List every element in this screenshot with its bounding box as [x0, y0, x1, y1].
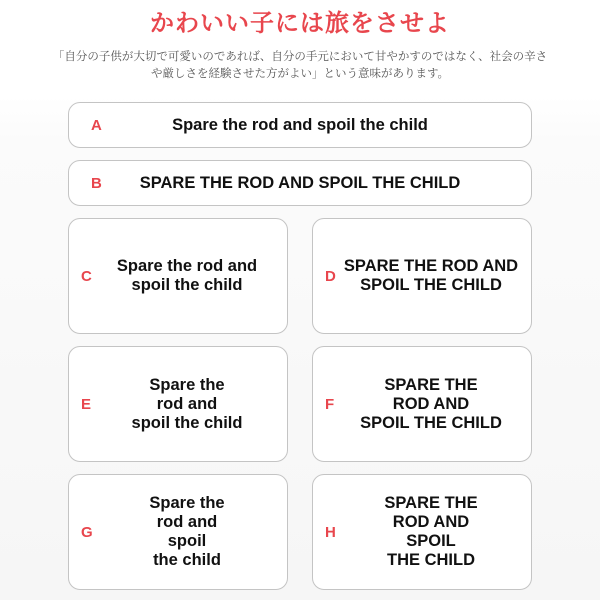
option-letter: C: [81, 267, 92, 285]
option-phrase: Spare the rod and spoil the child: [149, 494, 225, 569]
option-phrase: SPARE THE ROD AND SPOIL THE CHILD: [384, 494, 478, 569]
option-card-b[interactable]: [68, 160, 532, 206]
page-title: かわいい子には旅をさせよ: [150, 9, 450, 37]
option-letter: D: [325, 267, 336, 285]
option-card-c[interactable]: [68, 218, 288, 334]
option-letter: A: [91, 116, 102, 134]
option-letter: F: [325, 395, 335, 413]
option-letter: B: [91, 174, 102, 192]
option-phrase: SPARE THE ROD AND SPOIL THE CHILD: [360, 375, 502, 432]
option-card-d[interactable]: [312, 218, 532, 334]
option-card-g[interactable]: [68, 474, 288, 590]
option-card-a[interactable]: [68, 102, 532, 148]
option-phrase: Spare the rod and spoil the child: [172, 115, 428, 134]
meaning-description: 「自分の子供が大切で可愛いのであれば、自分の手元において甘やかすのではなく、社会の辛さや厳しさを経験させた方がよい」という意味があります。: [52, 49, 548, 80]
option-card-h[interactable]: [312, 474, 532, 590]
option-card-f[interactable]: [312, 346, 532, 462]
option-phrase: Spare the rod and spoil the child: [116, 257, 258, 294]
option-card-e[interactable]: [68, 346, 288, 462]
option-letter: G: [81, 523, 93, 541]
option-phrase: Spare the rod and spoil the child: [131, 375, 243, 432]
option-letter: H: [325, 523, 336, 541]
option-letter: E: [81, 395, 92, 413]
option-phrase: SPARE THE ROD AND SPOIL THE CHILD: [343, 257, 519, 294]
option-phrase: SPARE THE ROD AND SPOIL THE CHILD: [139, 173, 461, 192]
